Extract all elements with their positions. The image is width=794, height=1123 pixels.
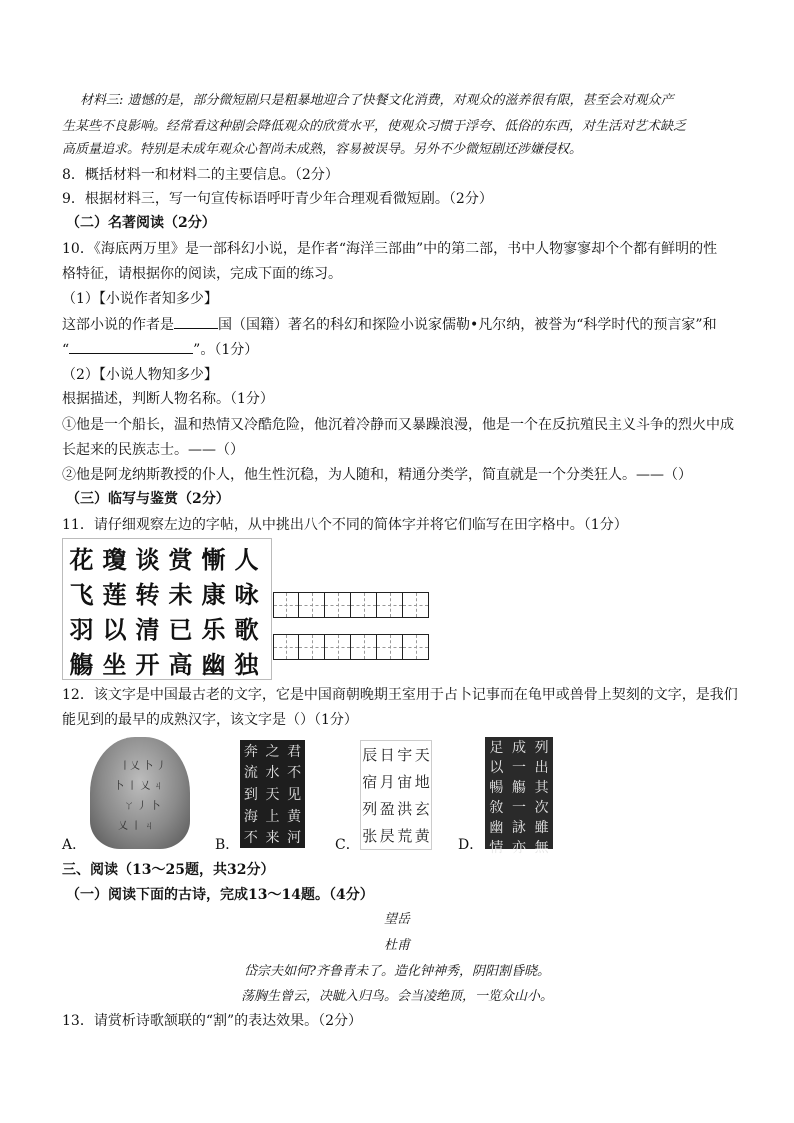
script-char: 洪 xyxy=(397,800,413,818)
script-column xyxy=(415,741,430,849)
calligraphy-char: 谈 xyxy=(135,545,160,574)
part-3-heading: 三、阅读（13～25题，共32分） xyxy=(62,862,275,878)
tian-cell[interactable] xyxy=(325,592,351,618)
question-12-line2: 能见到的最早的成熟汉字，该文字是（）（1分） xyxy=(62,712,358,728)
script-char: 宙 xyxy=(397,773,413,791)
script-char: 玄 xyxy=(414,800,430,818)
material3-line2: 生某些不良影响。经常看这种剧会降低观众的欣赏水平，使观众习惯于浮夸、低俗的东西，对生活对艺术缺乏 xyxy=(62,119,687,134)
script-char: 足 xyxy=(489,740,504,756)
calligraphy-char: 莲 xyxy=(102,580,127,609)
calligraphy-char: 咏 xyxy=(234,580,259,609)
script-char: 奔 xyxy=(243,743,258,760)
material3-line3: 高质量追求。特别是未成年观众心智尚未成熟，容易被误导。另外不少微短剧还涉嫌侵权。 xyxy=(62,142,583,157)
script-char: 成 xyxy=(511,740,526,756)
calligraphy-char: 觴 xyxy=(69,650,94,679)
script-column xyxy=(397,741,412,849)
material3-line1: 材料三: 遗憾的是，部分微短剧只是粗暴地迎合了快餐文化消费，对观众的滋养很有限，甚至会对观众产 xyxy=(80,93,674,108)
script-char: 荒 xyxy=(397,827,413,845)
script-column xyxy=(534,737,549,856)
script-char: 上 xyxy=(265,808,280,825)
script-char: 敘 xyxy=(489,800,504,816)
poem-author: 杜甫 xyxy=(383,938,410,953)
calligraphy-char: 开 xyxy=(135,650,160,679)
script-char: 次 xyxy=(534,800,549,816)
script-char: 到 xyxy=(243,786,258,803)
script-column xyxy=(489,737,504,856)
question-10-intro-2: 格特征，请根据你的阅读，完成下面的练习。 xyxy=(62,266,342,282)
option-a-label[interactable]: A． xyxy=(62,837,87,853)
script-char: 亦 xyxy=(511,840,526,856)
script-char: 来 xyxy=(265,830,280,847)
calligraphy-char: 花 xyxy=(69,545,94,574)
poem-line-2: 荡胸生曾云，决眦入归鸟。会当凌绝顶，一览众山小。 xyxy=(240,989,553,1004)
script-char: 不 xyxy=(243,830,258,847)
calligraphy-char: 慚 xyxy=(201,545,226,574)
calligraphy-grid xyxy=(65,540,263,680)
option-d-label[interactable]: D． xyxy=(458,837,484,853)
script-char: 詠 xyxy=(511,820,526,836)
tian-cell[interactable] xyxy=(299,634,325,660)
script-char: 出 xyxy=(534,760,549,776)
script-char: 流 xyxy=(243,765,258,782)
calligraphy-char: 未 xyxy=(168,580,193,609)
question-10-part1-line xyxy=(62,312,734,338)
calligraphy-char: 幽 xyxy=(201,650,226,679)
script-char: 宿 xyxy=(362,773,378,791)
calligraphy-char: 坐 xyxy=(102,650,127,679)
script-char: 雖 xyxy=(534,820,549,836)
script-column xyxy=(287,740,301,848)
script-char: 觴 xyxy=(511,780,526,796)
part1-text-a: 这部小说的作者是 xyxy=(62,317,174,333)
tian-cell[interactable] xyxy=(403,634,429,660)
tian-cell[interactable] xyxy=(351,634,377,660)
tian-grid-row-2 xyxy=(273,634,429,660)
tian-cell[interactable] xyxy=(351,592,377,618)
calligraphy-char: 乐 xyxy=(201,615,226,644)
script-char: 日 xyxy=(379,746,395,764)
script-char: 君 xyxy=(287,743,302,760)
script-char: 列 xyxy=(362,800,378,818)
oracle-bone-image: 丨乂 卜 丿 卜 丨 乂 ㄐ ㄚ 丿 卜 乂 丨 ㄐ xyxy=(90,737,190,849)
tian-cell[interactable] xyxy=(325,634,351,660)
section-heading-3-1: （一）阅读下面的古诗，完成13～14题。（4分） xyxy=(66,887,374,903)
script-column xyxy=(265,740,279,848)
question-10-item1-a: ①他是一个船长，温和热情又冷酷危险，他沉着冷静而又暴躁浪漫，他是一个在反抗殖民主义斗争的烈火中成 xyxy=(62,417,734,433)
calligraphy-char: 清 xyxy=(135,615,160,644)
question-10-part1-line2 xyxy=(62,337,734,363)
question-12-line1: 12．该文字是中国最古老的文字，它是中国商朝晚期王室用于占卜记事而在龟甲或兽骨上契刻的文字，是我们 xyxy=(62,687,738,703)
script-char: 不 xyxy=(287,765,302,782)
question-10-part2-title: （2）【小说人物知多少】 xyxy=(62,367,218,383)
calligraphy-char: 康 xyxy=(201,580,226,609)
script-char: 情 xyxy=(489,840,504,856)
question-10-item1-b: 长起来的民族志士。——（） xyxy=(62,442,244,458)
script-char: 列 xyxy=(534,740,549,756)
script-column xyxy=(362,741,377,849)
script-column xyxy=(380,741,395,849)
script-char: 黄 xyxy=(287,808,302,825)
calligraphy-char: 羽 xyxy=(69,615,94,644)
calligraphy-char: 瓊 xyxy=(102,545,127,574)
calligraphy-char: 歌 xyxy=(234,615,259,644)
calligraphy-char: 高 xyxy=(168,650,193,679)
question-10-intro-1: 10．《海底两万里》是一部科幻小说，是作者“海洋三部曲”中的第二部，书中人物寥寥却个个都有鲜明的性 xyxy=(62,241,718,257)
poem-title: 望岳 xyxy=(383,912,410,927)
question-9: 9．根据材料三，写一句宣传标语呼吁青少年合理观看微短剧。（2分） xyxy=(62,191,493,207)
question-11: 11．请仔细观察左边的字帖，从中挑出八个不同的简体字并将它们临写在田字格中。（1分） xyxy=(62,517,628,533)
script-char: 以 xyxy=(489,760,504,776)
running-script-image xyxy=(485,737,553,856)
part1-text-c: “ xyxy=(62,342,70,358)
calligraphy-char: 赏 xyxy=(168,545,193,574)
tian-cell[interactable] xyxy=(299,592,325,618)
answer-blank-title[interactable] xyxy=(69,339,193,354)
tian-cell[interactable] xyxy=(273,634,299,660)
question-10-part1-title: （1）【小说作者知多少】 xyxy=(62,291,218,307)
calligraphy-char: 飞 xyxy=(69,580,94,609)
section-heading-3: （三）临写与鉴赏（2分） xyxy=(66,491,230,507)
script-char: 张 xyxy=(362,827,378,845)
script-char: 天 xyxy=(265,786,280,803)
seal-script-image xyxy=(360,740,432,850)
calligraphy-char: 已 xyxy=(168,615,193,644)
tian-grid-row-1 xyxy=(273,592,429,618)
question-13: 13．请赏析诗歌颔联的“割”的表达效果。（2分） xyxy=(62,1013,363,1029)
script-char: 盈 xyxy=(379,800,395,818)
script-char: 幽 xyxy=(489,820,504,836)
script-char: 昃 xyxy=(379,827,395,845)
section-heading-2: （二）名著阅读（2分） xyxy=(66,215,216,231)
calligraphy-char: 转 xyxy=(135,580,160,609)
part1-text-b: 国（国籍）著名的科幻和探险小说家儒勒•凡尔纳，被誉为“科学时代的预言家”和 xyxy=(218,317,717,333)
tian-cell[interactable] xyxy=(403,592,429,618)
tian-cell[interactable] xyxy=(377,634,403,660)
tian-cell[interactable] xyxy=(377,592,403,618)
script-char: 其 xyxy=(534,780,549,796)
script-char: 地 xyxy=(414,773,430,791)
script-char: 天 xyxy=(414,746,430,764)
question-8: 8．概括材料一和材料二的主要信息。（2分） xyxy=(62,167,339,183)
tian-cell[interactable] xyxy=(273,592,299,618)
script-char: 之 xyxy=(265,743,280,760)
script-char: 见 xyxy=(287,786,302,803)
question-10-item2: ②他是阿龙纳斯教授的仆人，他生性沉稳，为人随和，精通分类学，简直就是一个分类狂人。——（） xyxy=(62,467,692,483)
script-column xyxy=(511,737,526,856)
script-column xyxy=(244,740,258,848)
script-char: 海 xyxy=(243,808,258,825)
script-char: 水 xyxy=(265,765,280,782)
calligraphy-char: 人 xyxy=(234,545,259,574)
part1-text-d: ”。（1分） xyxy=(193,342,259,358)
script-char: 暢 xyxy=(489,780,504,796)
option-b-label[interactable]: B． xyxy=(215,837,240,853)
script-char: 一 xyxy=(511,800,526,816)
script-char: 辰 xyxy=(362,746,378,764)
clerical-script-image xyxy=(240,740,305,848)
option-c-label[interactable]: C． xyxy=(335,837,360,853)
script-char: 河 xyxy=(287,830,302,847)
script-char: 一 xyxy=(511,760,526,776)
question-10-part2-intro: 根据描述，判断人物名称。（1分） xyxy=(62,391,274,407)
calligraphy-char: 独 xyxy=(234,650,259,679)
script-char: 黄 xyxy=(414,827,430,845)
script-char: 無 xyxy=(534,840,549,856)
script-char: 月 xyxy=(379,773,395,791)
script-char: 宇 xyxy=(397,746,413,764)
answer-blank-country[interactable] xyxy=(174,314,218,329)
calligraphy-char: 以 xyxy=(102,615,127,644)
poem-line-1: 岱宗夫如何?齐鲁青未了。造化钟神秀，阴阳割昏晓。 xyxy=(244,964,550,979)
